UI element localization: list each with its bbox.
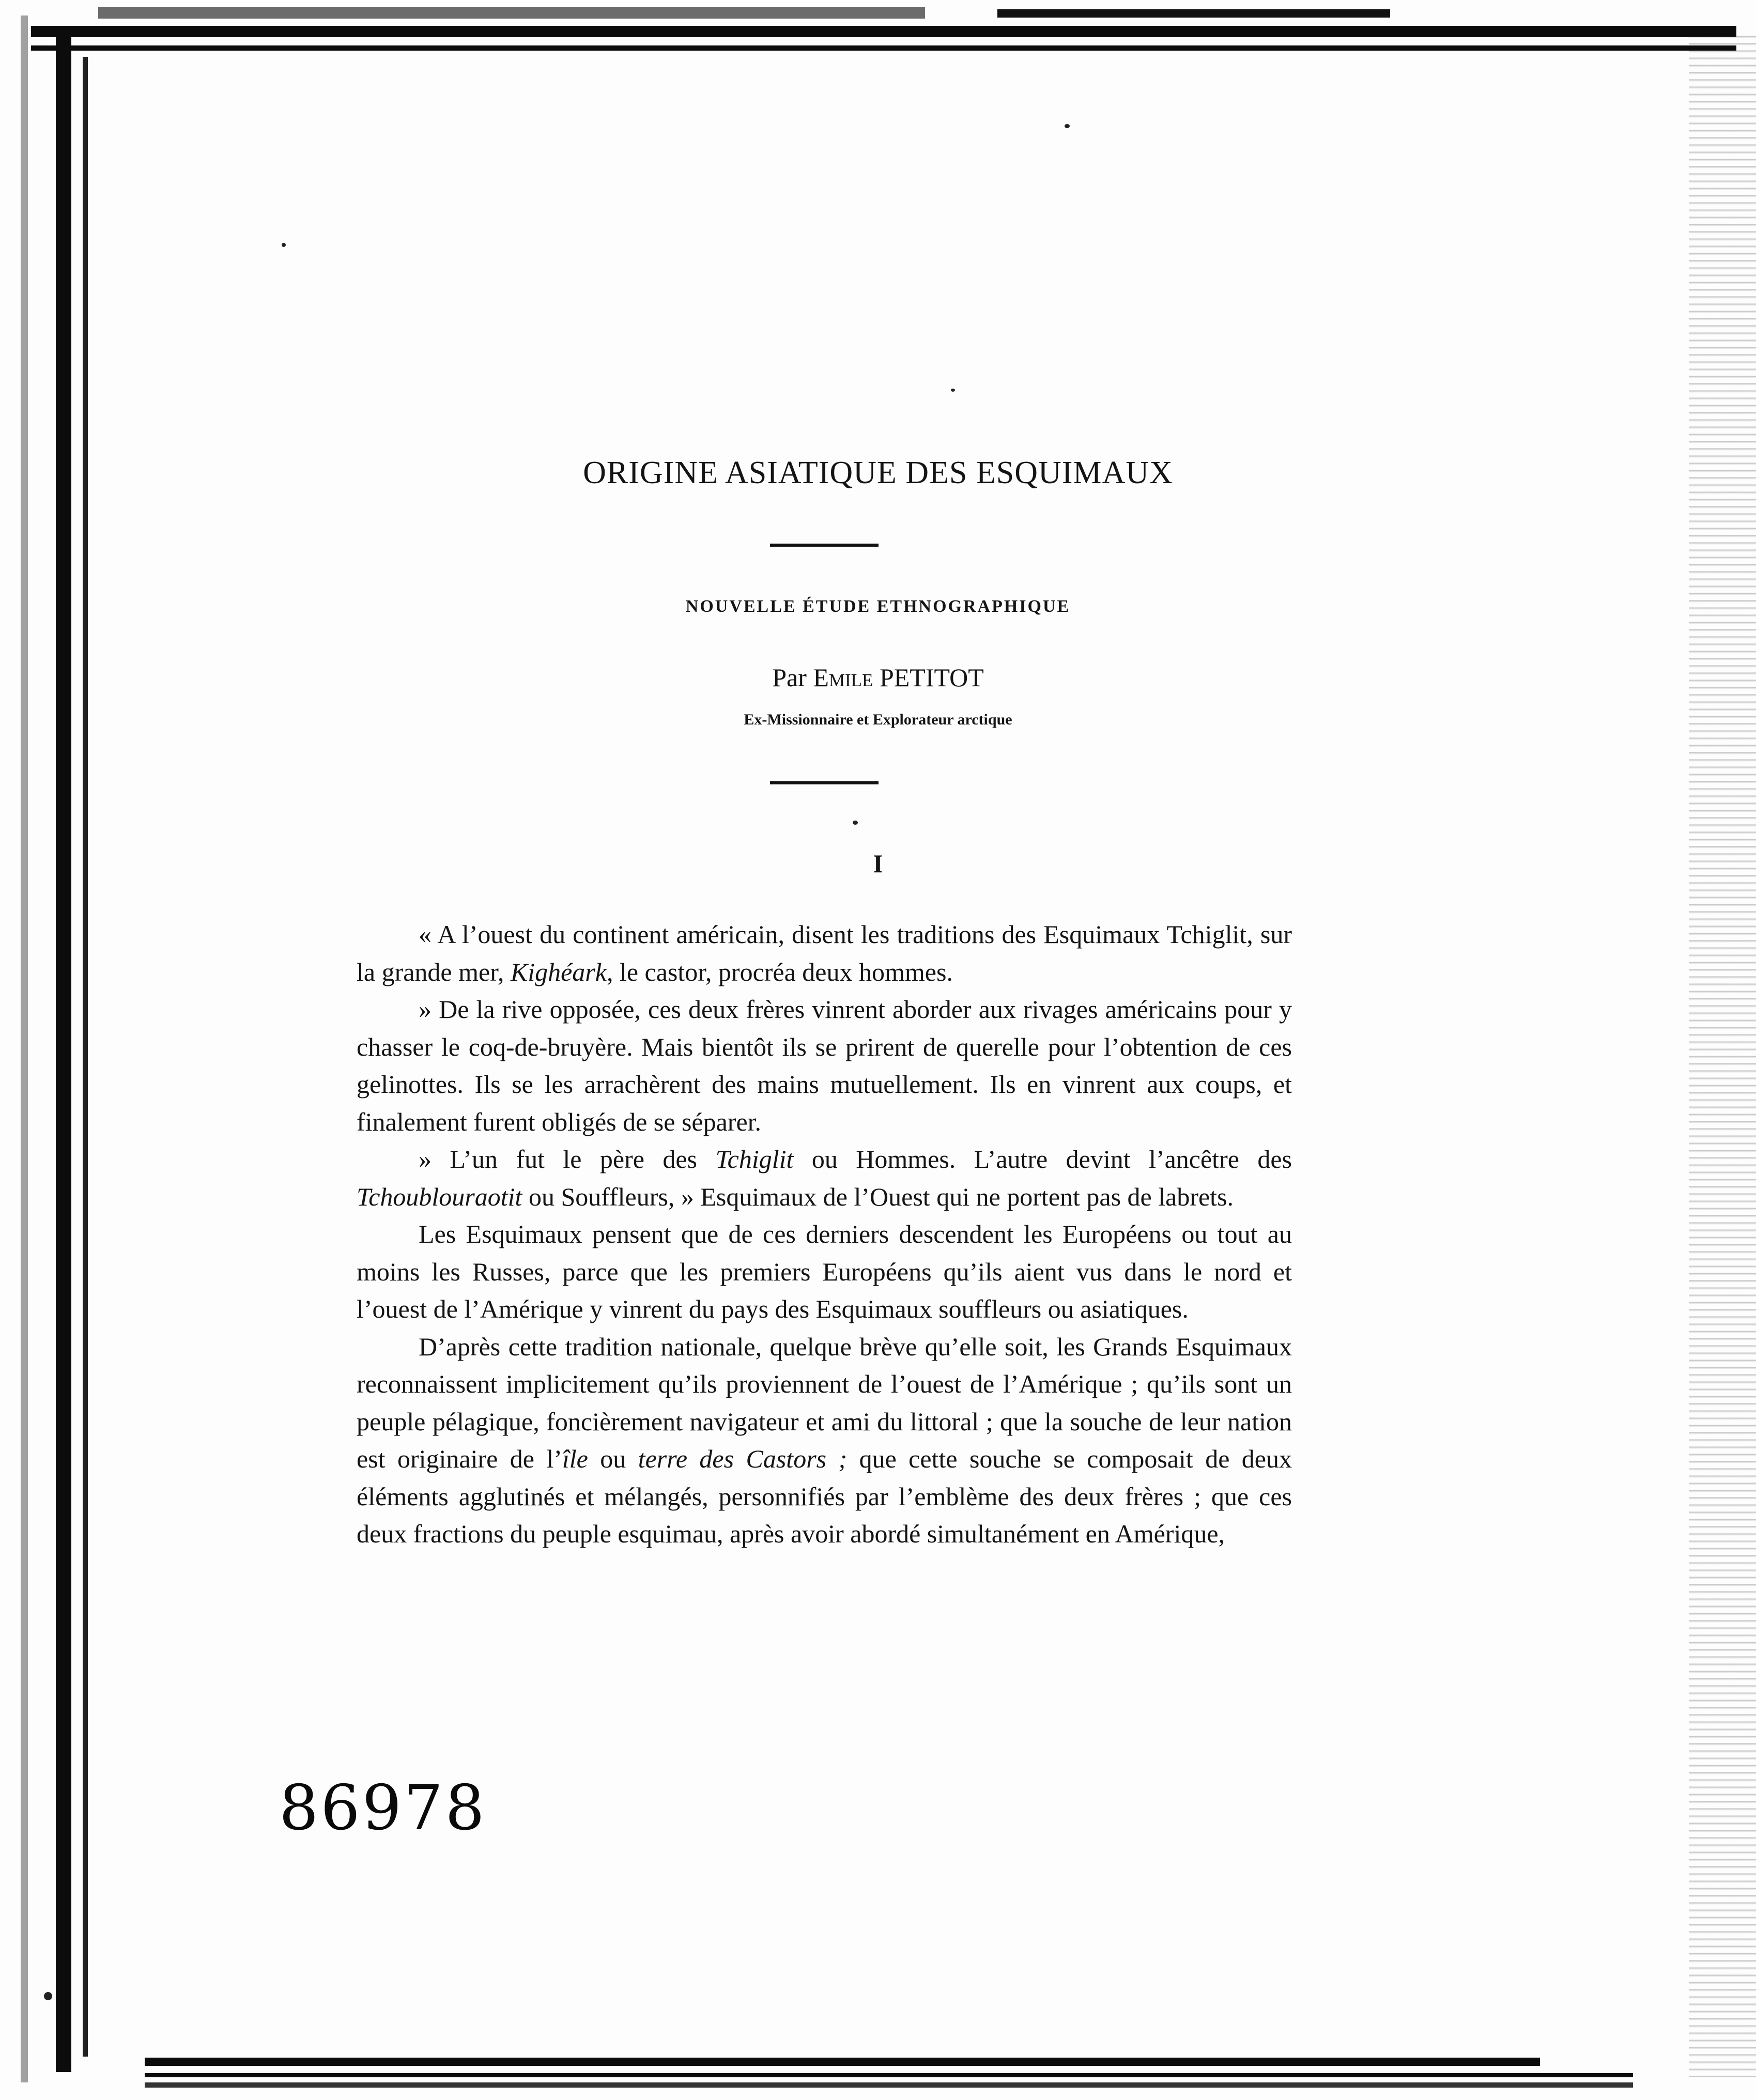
paragraph-segment: Les Esquimaux pensent que de ces derniers descendent les Européens ou tout au moins les Russes, parce que les premiers Européens qu’ils aient vus dans le nord et l’ouest de l’Amérique y vinrent du pays des Esquimaux souffleurs ou asiatiques.: [357, 1219, 1292, 1323]
paragraph-segment: que cette souche se composait de deux éléments agglutinés et mélangés, personnifiés par l’emblème des deux frères ; que ces deux fractions du peuple esquimau, après avoir abordé simultanément en Amérique,: [357, 1444, 1292, 1548]
scan-right-edge-noise: [1689, 31, 1756, 2077]
paragraph-segment: ou: [588, 1444, 638, 1473]
paragraph-segment: » De la rive opposée, ces deux frères vinrent aborder aux rivages américains pour y chasser le coq-de-bruyère. Mais bientôt ils se prirent de querelle pour l’obtention de ces gelinottes. Ils se les arrachèrent des mains mutuellement. Ils en vinrent aux coups, et finalement furent obligés de se séparer.: [357, 995, 1292, 1136]
scan-left-border-inner: [83, 57, 88, 2057]
paragraph-segment-italic: Tchiglit: [715, 1145, 794, 1173]
section-number: I: [873, 849, 883, 878]
paragraph-segment: « A l’ouest du continent américain, disent les traditions des Esquimaux Tchiglit, sur la grande mer,: [357, 920, 1292, 986]
paragraph-segment-italic: Kighéark: [510, 957, 607, 986]
paragraph: [357, 1328, 1292, 1553]
scan-bottom-edge: [145, 2082, 1633, 2088]
paragraph-segment: , le castor, procréa deux hommes.: [606, 957, 953, 986]
paragraph: [357, 1215, 1292, 1328]
scan-bottom-border-inner: [145, 2073, 1633, 2077]
scan-speck: [44, 1992, 52, 2000]
paragraph-segment-italic: Tchoublouraotit: [357, 1182, 522, 1211]
paragraph: [357, 1140, 1292, 1215]
author-first-name: Emile: [813, 663, 873, 692]
paragraph-segment: D’après cette tradition nationale, quelque brève qu’elle soit, les Grands Esquimaux reconnaissent implicitement qu’ils proviennent de l’ouest de l’Amérique ; qu’ils sont un peuple pélagique, foncièrement navigateur et ami du littoral ; que la souche de leur nation est originaire de l’: [357, 1332, 1292, 1473]
byline: [0, 662, 1756, 692]
scan-speck: [1065, 124, 1070, 128]
byline-divider: [770, 781, 879, 784]
paragraph-segment-italic: terre des Castors ;: [638, 1444, 848, 1473]
byline-prefix: Par: [772, 663, 807, 692]
scan-speck: [951, 389, 955, 392]
article-subtitle: NOUVELLE ÉTUDE ETHNOGRAPHIQUE: [685, 597, 1071, 616]
paragraph: [357, 916, 1292, 991]
article-title: ORIGINE ASIATIQUE DES ESQUIMAUX: [583, 455, 1173, 490]
paragraph-segment: » L’un fut le père des: [419, 1145, 716, 1173]
scan-top-strip: [98, 7, 925, 19]
title-divider: [770, 544, 879, 547]
scan-top-strip-right: [997, 9, 1390, 18]
article-body: [357, 916, 1292, 1553]
scan-top-border: [31, 26, 1736, 37]
scan-speck: [282, 243, 286, 247]
catalog-number: 86978: [279, 1772, 487, 1844]
paragraph: [357, 991, 1292, 1140]
author-last-name: PETITOT: [879, 663, 984, 692]
scan-left-border: [56, 26, 71, 2072]
scan-speck: [853, 821, 858, 825]
scan-bottom-border: [145, 2058, 1540, 2066]
scan-left-edge: [21, 16, 28, 2082]
paragraph-segment: ou Souffleurs, » Esquimaux de l’Ouest qui ne portent pas de labrets.: [522, 1182, 1234, 1211]
paragraph-segment-italic: île: [562, 1444, 588, 1473]
paragraph-segment: ou Hommes. L’autre devint l’ancêtre des: [793, 1145, 1292, 1173]
scan-top-border-inner: [31, 45, 1736, 51]
author-affiliation: Ex-Missionnaire et Explorateur arctique: [744, 711, 1012, 728]
